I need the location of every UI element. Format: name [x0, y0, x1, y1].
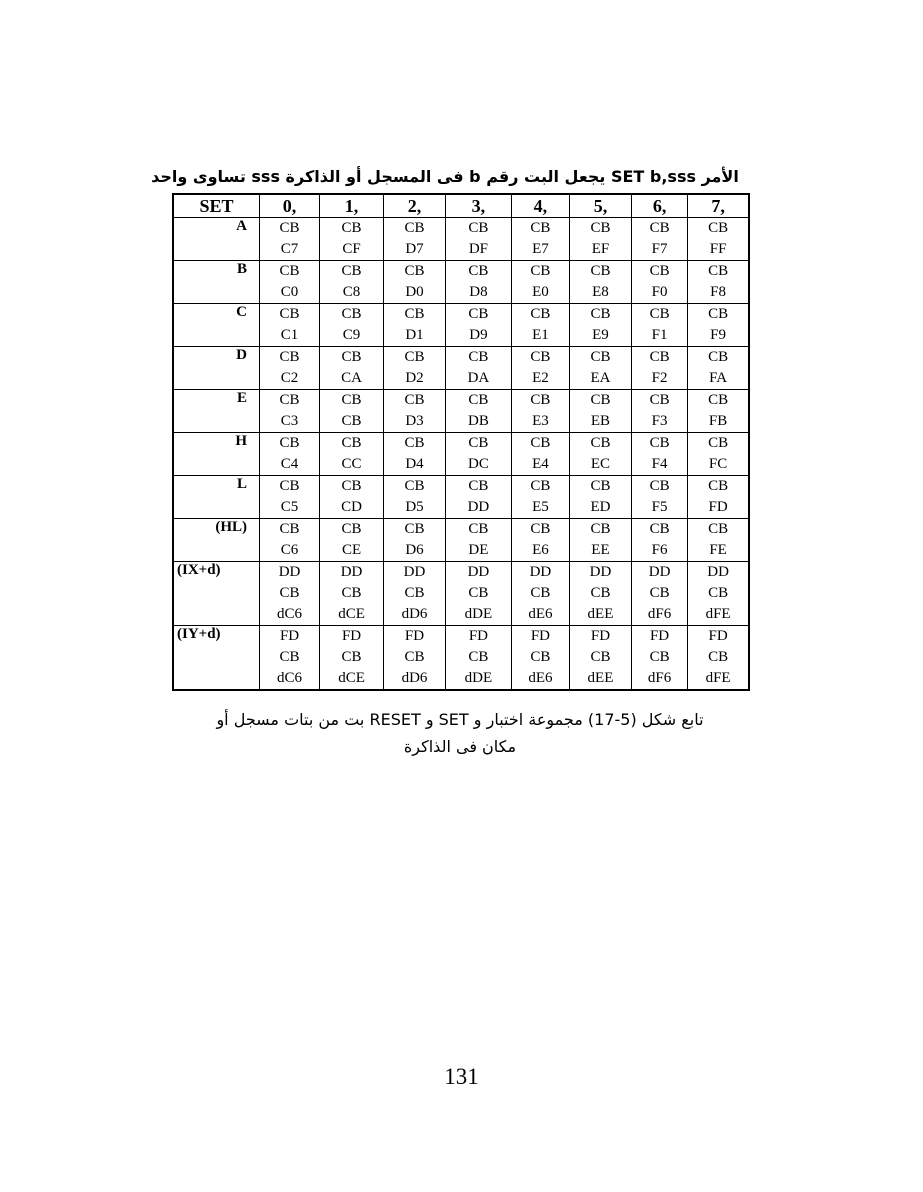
opcode-cell: [384, 519, 446, 562]
opcode-byte: F4: [651, 456, 668, 472]
opcode-byte: E0: [532, 284, 549, 300]
opcode-cell: [569, 347, 631, 390]
opcode-byte: DD: [648, 564, 671, 580]
opcode-byte: CB: [590, 521, 611, 537]
opcode-byte: CB: [341, 649, 362, 665]
opcode-cell: [260, 626, 320, 691]
opcode-byte: CB: [341, 349, 362, 365]
opcode-cell: [446, 476, 512, 519]
opcode-byte: EA: [590, 370, 611, 386]
opcode-byte: CB: [404, 478, 425, 494]
opcode-byte: F7: [651, 241, 668, 257]
column-header-bit-1: 1,: [320, 194, 384, 218]
opcode-cell: [688, 218, 749, 261]
opcode-cell: [446, 562, 512, 626]
opcode-byte: CB: [341, 263, 362, 279]
opcode-cell: [688, 519, 749, 562]
opcode-cell: [569, 218, 631, 261]
opcode-byte: DE: [468, 542, 489, 558]
opcode-byte: FB: [708, 413, 728, 429]
opcode-byte: D3: [405, 413, 424, 429]
opcode-byte: CB: [468, 349, 489, 365]
opcode-byte: CB: [530, 649, 551, 665]
opcode-byte: E1: [532, 327, 549, 343]
opcode-byte: CB: [590, 349, 611, 365]
opcode-cell: [320, 433, 384, 476]
opcode-byte: CB: [708, 478, 729, 494]
opcode-cell: [569, 261, 631, 304]
table-row: [173, 562, 749, 626]
opcode-byte: CB: [590, 263, 611, 279]
opcode-cell: [631, 390, 687, 433]
opcode-cell: [260, 519, 320, 562]
opcode-byte: CB: [404, 649, 425, 665]
table-row: [173, 476, 749, 519]
opcode-byte: CB: [404, 220, 425, 236]
opcode-byte: C3: [280, 413, 299, 429]
opcode-byte: dC6: [277, 670, 303, 686]
opcode-byte: dD6: [401, 606, 428, 622]
opcode-byte: CB: [341, 478, 362, 494]
opcode-byte: CB: [404, 435, 425, 451]
header-row: [173, 194, 749, 218]
opcode-byte: C7: [280, 241, 299, 257]
opcode-byte: CB: [468, 585, 489, 601]
opcode-byte: CB: [279, 521, 300, 537]
opcode-byte: CB: [404, 392, 425, 408]
opcode-cell: [511, 390, 569, 433]
opcode-cell: [569, 433, 631, 476]
opcode-byte: CB: [404, 306, 425, 322]
opcode-byte: D5: [405, 499, 424, 515]
opcode-cell: [569, 519, 631, 562]
opcode-byte: C1: [280, 327, 299, 343]
register-label: H: [173, 433, 260, 476]
opcode-byte: dF6: [647, 606, 672, 622]
opcode-byte: CB: [590, 649, 611, 665]
opcode-byte: DD: [529, 564, 552, 580]
table-heading: الأمر SET b,sss يجعل البت رقم b فى المسجل أو الذاكرة sss تساوى واحد: [151, 167, 739, 186]
opcode-byte: EE: [591, 542, 610, 558]
opcode-byte: CB: [468, 392, 489, 408]
opcode-cell: [446, 304, 512, 347]
opcode-cell: [688, 304, 749, 347]
opcode-byte: CB: [404, 263, 425, 279]
opcode-byte: CB: [530, 220, 551, 236]
opcode-cell: [384, 626, 446, 691]
opcode-cell: [446, 347, 512, 390]
opcode-byte: CB: [649, 263, 670, 279]
opcode-byte: DD: [467, 499, 490, 515]
opcode-byte: CB: [341, 306, 362, 322]
opcode-byte: CB: [279, 478, 300, 494]
opcode-cell: [569, 626, 631, 691]
table-row: [173, 626, 749, 691]
opcode-byte: CB: [708, 263, 729, 279]
opcode-byte: CB: [279, 220, 300, 236]
opcode-byte: C8: [342, 284, 361, 300]
opcode-byte: CB: [530, 306, 551, 322]
opcode-byte: DC: [468, 456, 489, 472]
opcode-cell: [384, 562, 446, 626]
opcode-byte: D4: [405, 456, 424, 472]
opcode-byte: dCE: [338, 606, 365, 622]
opcode-byte: dE6: [528, 670, 553, 686]
opcode-cell: [260, 347, 320, 390]
table-row: [173, 218, 749, 261]
opcode-byte: C0: [280, 284, 299, 300]
opcode-cell: [511, 476, 569, 519]
opcode-byte: DF: [468, 241, 489, 257]
opcode-byte: CB: [404, 585, 425, 601]
table-row: [173, 390, 749, 433]
opcode-byte: CB: [341, 435, 362, 451]
opcode-byte: DA: [467, 370, 490, 386]
table-row: [173, 261, 749, 304]
opcode-byte: dC6: [277, 606, 303, 622]
opcode-byte: FD: [708, 499, 728, 515]
opcode-cell: [320, 626, 384, 691]
opcode-byte: CF: [342, 241, 361, 257]
column-header-bit-5: 5,: [569, 194, 631, 218]
opcode-byte: CB: [341, 220, 362, 236]
opcode-cell: [631, 347, 687, 390]
opcode-byte: CB: [708, 306, 729, 322]
opcode-byte: CB: [649, 649, 670, 665]
opcode-byte: dFE: [705, 606, 731, 622]
opcode-byte: CB: [649, 478, 670, 494]
table-row: [173, 519, 749, 562]
opcode-byte: CB: [468, 220, 489, 236]
opcode-cell: [320, 218, 384, 261]
opcode-byte: DD: [589, 564, 612, 580]
opcode-cell: [384, 261, 446, 304]
opcode-byte: CB: [590, 435, 611, 451]
opcode-byte: CB: [468, 263, 489, 279]
opcode-byte: dEE: [587, 670, 614, 686]
opcode-cell: [688, 347, 749, 390]
opcode-byte: CB: [530, 585, 551, 601]
register-label: E: [173, 390, 260, 433]
opcode-byte: CB: [590, 306, 611, 322]
opcode-byte: CB: [530, 435, 551, 451]
opcode-byte: E2: [532, 370, 549, 386]
opcode-cell: [320, 261, 384, 304]
column-header-bit-3: 3,: [446, 194, 512, 218]
opcode-cell: [384, 347, 446, 390]
opcode-byte: D2: [405, 370, 424, 386]
opcode-byte: CB: [530, 478, 551, 494]
opcode-cell: [446, 433, 512, 476]
opcode-byte: F1: [651, 327, 668, 343]
opcode-byte: ED: [590, 499, 611, 515]
opcode-byte: CB: [404, 349, 425, 365]
opcode-cell: [320, 476, 384, 519]
opcode-cell: [320, 519, 384, 562]
opcode-byte: FD: [590, 628, 611, 644]
opcode-byte: CB: [530, 263, 551, 279]
opcode-cell: [446, 218, 512, 261]
opcode-byte: EF: [591, 241, 610, 257]
opcode-byte: CB: [649, 392, 670, 408]
opcode-byte: CB: [468, 306, 489, 322]
opcode-cell: [631, 304, 687, 347]
opcode-byte: CB: [341, 413, 362, 429]
opcode-byte: FE: [709, 542, 727, 558]
opcode-cell: [631, 562, 687, 626]
opcode-byte: F0: [651, 284, 668, 300]
opcode-byte: E8: [592, 284, 609, 300]
opcode-byte: DD: [467, 564, 490, 580]
opcode-byte: CB: [279, 435, 300, 451]
opcode-cell: [631, 476, 687, 519]
table-row: [173, 433, 749, 476]
opcode-byte: CB: [279, 349, 300, 365]
opcode-byte: F2: [651, 370, 668, 386]
opcode-byte: dDE: [464, 606, 493, 622]
opcode-cell: [260, 218, 320, 261]
figure-caption: [155, 706, 765, 760]
opcode-cell: [320, 347, 384, 390]
opcode-byte: CE: [341, 542, 362, 558]
opcode-byte: FD: [468, 628, 489, 644]
opcode-cell: [631, 626, 687, 691]
opcode-cell: [260, 261, 320, 304]
opcode-cell: [511, 261, 569, 304]
opcode-byte: CB: [708, 585, 729, 601]
opcode-byte: F9: [710, 327, 727, 343]
opcode-cell: [631, 261, 687, 304]
opcode-cell: [384, 476, 446, 519]
opcode-cell: [688, 433, 749, 476]
opcode-byte: CB: [279, 306, 300, 322]
opcode-byte: DD: [340, 564, 363, 580]
opcode-byte: dEE: [587, 606, 614, 622]
opcode-byte: D7: [405, 241, 424, 257]
opcode-byte: F6: [651, 542, 668, 558]
opcode-cell: [446, 390, 512, 433]
opcode-cell: [511, 562, 569, 626]
opcode-byte: dD6: [401, 670, 428, 686]
opcode-byte: CB: [649, 435, 670, 451]
register-label: D: [173, 347, 260, 390]
opcode-byte: C6: [280, 542, 299, 558]
column-header-bit-6: 6,: [631, 194, 687, 218]
opcode-byte: FD: [404, 628, 425, 644]
opcode-byte: DB: [468, 413, 489, 429]
caption-line-2: مكان فى الذاكرة: [403, 737, 517, 756]
set-opcode-table: [172, 193, 750, 691]
opcode-cell: [569, 304, 631, 347]
opcode-byte: CB: [341, 585, 362, 601]
opcode-byte: CB: [468, 521, 489, 537]
opcode-cell: [446, 261, 512, 304]
opcode-byte: CA: [341, 370, 362, 386]
opcode-byte: CB: [404, 521, 425, 537]
opcode-cell: [446, 626, 512, 691]
opcode-cell: [320, 562, 384, 626]
opcode-cell: [688, 261, 749, 304]
opcode-byte: CB: [708, 392, 729, 408]
opcode-cell: [384, 433, 446, 476]
register-label: L: [173, 476, 260, 519]
opcode-cell: [688, 626, 749, 691]
column-header-set: SET: [173, 194, 260, 218]
opcode-byte: C2: [280, 370, 299, 386]
opcode-byte: E6: [532, 542, 549, 558]
opcode-byte: CB: [279, 585, 300, 601]
opcode-byte: CB: [649, 521, 670, 537]
opcode-byte: DD: [278, 564, 301, 580]
opcode-byte: C4: [280, 456, 299, 472]
column-header-bit-0: 0,: [260, 194, 320, 218]
opcode-cell: [511, 626, 569, 691]
opcode-cell: [511, 519, 569, 562]
opcode-byte: E4: [532, 456, 549, 472]
opcode-byte: D9: [469, 327, 488, 343]
opcode-byte: dE6: [528, 606, 553, 622]
opcode-byte: CB: [649, 306, 670, 322]
opcode-byte: FD: [279, 628, 300, 644]
opcode-byte: E9: [592, 327, 609, 343]
opcode-byte: CB: [468, 435, 489, 451]
opcode-byte: EB: [590, 413, 611, 429]
opcode-byte: CB: [708, 649, 729, 665]
opcode-byte: CD: [341, 499, 362, 515]
opcode-byte: CB: [530, 521, 551, 537]
opcode-cell: [631, 433, 687, 476]
opcode-cell: [320, 390, 384, 433]
opcode-byte: CB: [530, 392, 551, 408]
opcode-cell: [511, 347, 569, 390]
opcode-byte: CB: [279, 392, 300, 408]
opcode-cell: [511, 304, 569, 347]
opcode-byte: FD: [649, 628, 670, 644]
opcode-cell: [260, 476, 320, 519]
opcode-byte: dF6: [647, 670, 672, 686]
page-number: 131: [444, 1064, 479, 1089]
opcode-cell: [260, 390, 320, 433]
opcode-cell: [688, 562, 749, 626]
opcode-byte: CB: [590, 220, 611, 236]
opcode-byte: CB: [649, 220, 670, 236]
opcode-cell: [446, 519, 512, 562]
opcode-byte: CB: [530, 349, 551, 365]
opcode-byte: E5: [532, 499, 549, 515]
opcode-byte: DD: [403, 564, 426, 580]
column-header-bit-7: 7,: [688, 194, 749, 218]
opcode-byte: CB: [341, 392, 362, 408]
table-row: [173, 347, 749, 390]
opcode-cell: [688, 390, 749, 433]
opcode-cell: [688, 476, 749, 519]
opcode-byte: CB: [590, 585, 611, 601]
opcode-byte: CC: [341, 456, 362, 472]
opcode-cell: [320, 304, 384, 347]
opcode-byte: F8: [710, 284, 727, 300]
register-label: (HL): [173, 519, 260, 562]
opcode-byte: F5: [651, 499, 668, 515]
opcode-byte: FF: [709, 241, 727, 257]
opcode-byte: DD: [707, 564, 729, 580]
opcode-byte: dFE: [705, 670, 731, 686]
column-header-bit-4: 4,: [511, 194, 569, 218]
opcode-byte: FC: [708, 456, 728, 472]
opcode-byte: D0: [405, 284, 424, 300]
opcode-byte: EC: [590, 456, 611, 472]
opcode-byte: CB: [708, 521, 729, 537]
opcode-byte: CB: [708, 349, 729, 365]
opcode-byte: C5: [280, 499, 299, 515]
opcode-byte: CB: [279, 263, 300, 279]
opcode-byte: E7: [532, 241, 549, 257]
opcode-byte: C9: [342, 327, 361, 343]
opcode-byte: CB: [341, 521, 362, 537]
table-header: [173, 194, 749, 218]
opcode-byte: CB: [708, 435, 729, 451]
opcode-byte: F3: [651, 413, 668, 429]
table-row: [173, 304, 749, 347]
opcode-cell: [511, 218, 569, 261]
register-label: (IX+d): [173, 562, 260, 626]
caption-line-1: تابع شكل (5-17) مجموعة اختبار و SET و RESET بت من بتات مسجل أو: [216, 710, 704, 729]
opcode-cell: [260, 433, 320, 476]
opcode-cell: [631, 218, 687, 261]
opcode-byte: E3: [532, 413, 549, 429]
column-header-bit-2: 2,: [384, 194, 446, 218]
table-body: [173, 218, 749, 691]
opcode-cell: [384, 304, 446, 347]
opcode-byte: FD: [530, 628, 550, 644]
opcode-byte: CB: [708, 220, 729, 236]
opcode-byte: CB: [590, 478, 611, 494]
opcode-cell: [569, 562, 631, 626]
register-label: A: [173, 218, 260, 261]
register-label: B: [173, 261, 260, 304]
opcode-cell: [384, 390, 446, 433]
opcode-byte: CB: [649, 585, 670, 601]
opcode-byte: dDE: [464, 670, 493, 686]
opcode-byte: FA: [709, 370, 728, 386]
opcode-byte: FD: [708, 628, 728, 644]
opcode-byte: CB: [468, 478, 489, 494]
opcode-cell: [260, 304, 320, 347]
register-label: (IY+d): [173, 626, 260, 691]
opcode-cell: [260, 562, 320, 626]
opcode-byte: CB: [590, 392, 611, 408]
opcode-byte: CB: [468, 649, 489, 665]
opcode-byte: FD: [341, 628, 362, 644]
opcode-cell: [384, 218, 446, 261]
opcode-cell: [631, 519, 687, 562]
opcode-cell: [511, 433, 569, 476]
opcode-byte: dCE: [338, 670, 365, 686]
opcode-byte: D6: [405, 542, 424, 558]
opcode-byte: CB: [279, 649, 300, 665]
opcode-byte: D1: [405, 327, 424, 343]
register-label: C: [173, 304, 260, 347]
opcode-byte: D8: [469, 284, 488, 300]
opcode-cell: [569, 476, 631, 519]
opcode-byte: CB: [649, 349, 670, 365]
opcode-cell: [569, 390, 631, 433]
